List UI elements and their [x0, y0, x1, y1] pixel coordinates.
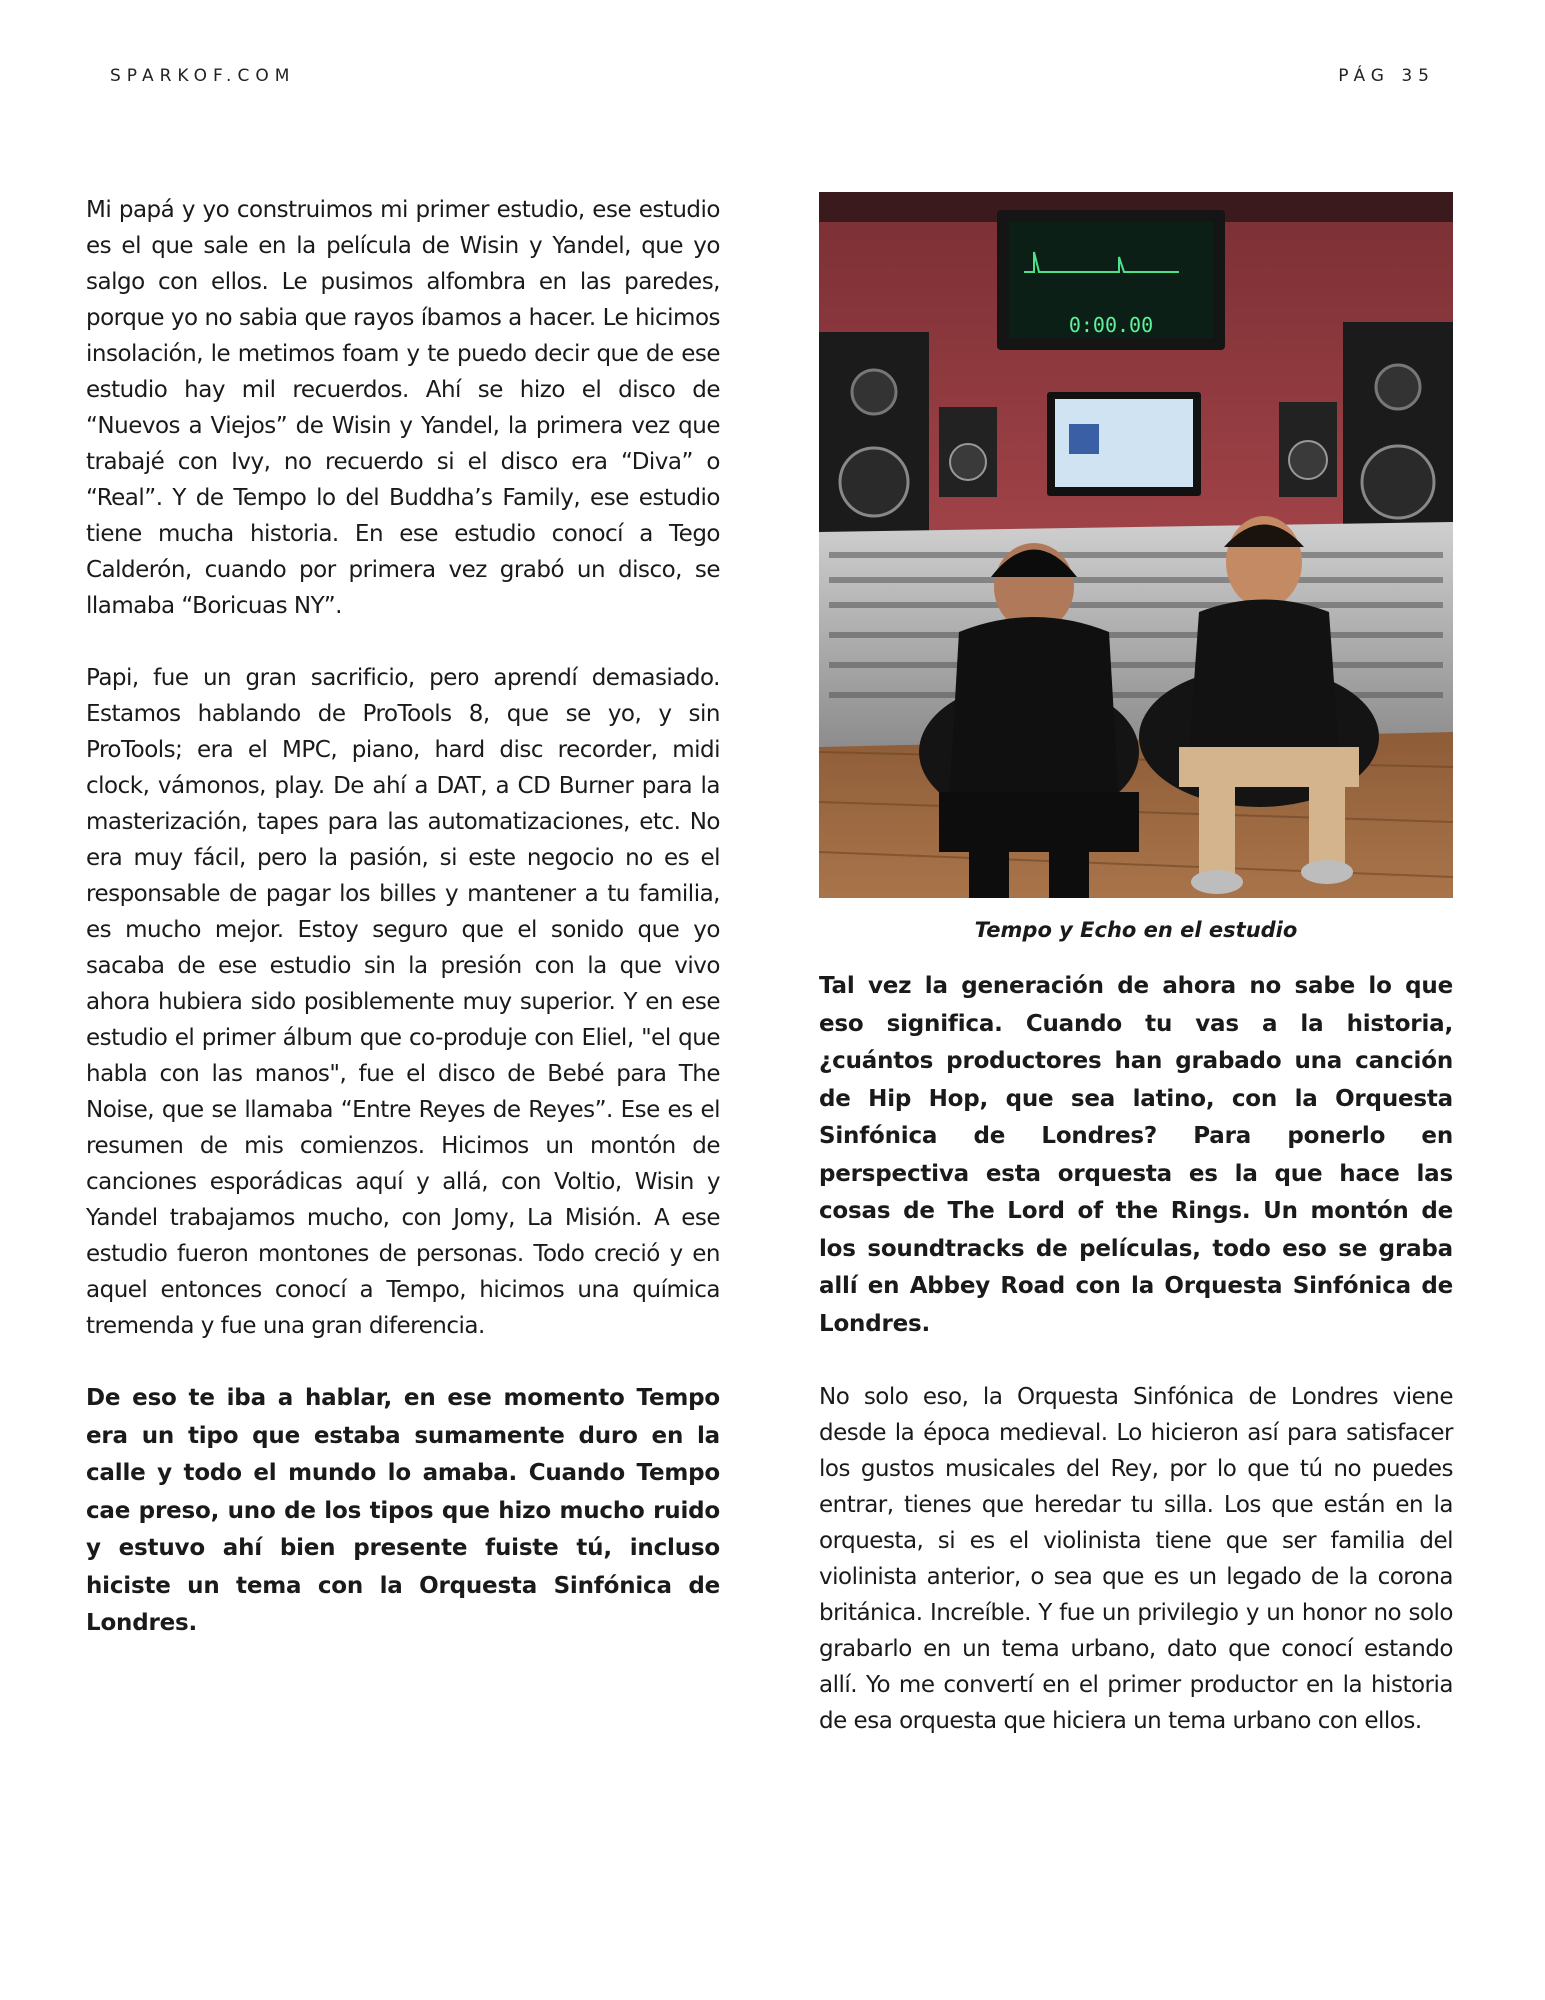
studio-photo-illustration — [819, 192, 1453, 898]
speaker-left — [819, 332, 929, 562]
photo-caption: Tempo y Echo en el estudio — [974, 918, 1298, 942]
paragraph-1: Mi papá y yo construimos mi primer estudio, ese estudio es el que sale en la película de Wisin y Yandel, que yo salgo con ellos. Le pusimos alfombra en las paredes, porque yo no sabia que rayos íbamos a hacer. Le hicimos insolación, le metimos foam y te puedo decir que de ese estudio hay mil recuerdos. Ahí se hizo el disco de “Nuevos a Viejos” de Wisin y Yandel, la primera vez que trabajé con Ivy, no recuerdo si el disco era “Diva” o “Real”. Y de Tempo lo del Buddha’s Family, ese estudio tiene mucha historia. En ese estudio conocí a Tego Calderón, cuando por primera vez grabó un disco, se llamaba “Boricuas NY”. — [86, 197, 720, 619]
right-column — [819, 192, 1453, 1775]
monitor-timecode: 0:00.00 — [1068, 313, 1154, 337]
paragraph-2: Papi, fue un gran sacrificio, pero aprendí demasiado. Estamos hablando de ProTools 8, que se yo, y sin ProTools; era el MPC, piano, hard disc recorder, midi clock, vámonos, play. De ahí a DAT, a CD Burner para la masterización, tapes para las automatizaciones, etc. No era muy fácil, pero la pasión, si este negocio no es el responsable de pagar los billes y mantener a tu familia, es mucho mejor. Estoy seguro que el sonido que yo sacaba de ese estudio sin la presión con la que vivo ahora hubiera sido posiblemente muy superior. Y en ese estudio el primer álbum que co-produje con Eliel, "el que habla con las manos", fue el disco de Bebé para The Noise, que se llamaba “Entre Reyes de Reyes”. Ese es el resumen de mis comienzos. Hicimos un montón de canciones esporádicas aquí y allá, con Voltio, Wisin y Yandel trabajamos mucho, con Jomy, La Misión. A ese estudio fueron montones de personas. Todo creció y en aquel entonces conocí a Tempo, hicimos una química tremenda y fue una gran diferencia. — [86, 665, 720, 1339]
studio-photo — [819, 192, 1453, 898]
paragraph-3: No solo eso, la Orquesta Sinfónica de Londres viene desde la época medieval. Lo hicieron así para satisfacer los gustos musicales del Rey, por lo que tú no puedes entrar, tienes que heredar tu silla. Los que están en la orquesta, si es el violinista tiene que ser familia del violinista anterior, o sea que es un legado de la corona británica. Increíble. Y fue un privilegio y un honor no solo grabarlo en un tema urbano, dato que conocí estando allí. Yo me convertí en el primer productor en la historia de esa orquesta que hiciera un tema urbano con ellos. — [819, 1384, 1453, 1734]
question-paragraph: De eso te iba a hablar, en ese momento Tempo era un tipo que estaba sumamente duro en la calle y todo el mundo lo amaba. Cuando Tempo cae preso, uno de los tipos que hizo mucho ruido y estuvo ahí bien presente fuiste tú, incluso hiciste un tema con la Orquesta Sinfónica de Londres. — [86, 1385, 720, 1636]
answer-paragraph: Tal vez la generación de ahora no sabe lo que eso significa. Cuando tu vas a la historia, ¿cuántos productores han grabado una canción de Hip Hop, que sea latino, con la Orquesta Sinfónica de Londres? Para ponerlo en perspectiva esta orquesta es la que hace las cosas de The Lord of the Rings. Un montón de los soundtracks de películas, todo eso se graba allí en Abbey Road con la Orquesta Sinfónica de Londres. — [819, 973, 1453, 1337]
site-name: SPARKOF.COM — [110, 66, 296, 86]
page-number: PÁG 35 — [1338, 66, 1435, 86]
left-column — [86, 192, 720, 1679]
